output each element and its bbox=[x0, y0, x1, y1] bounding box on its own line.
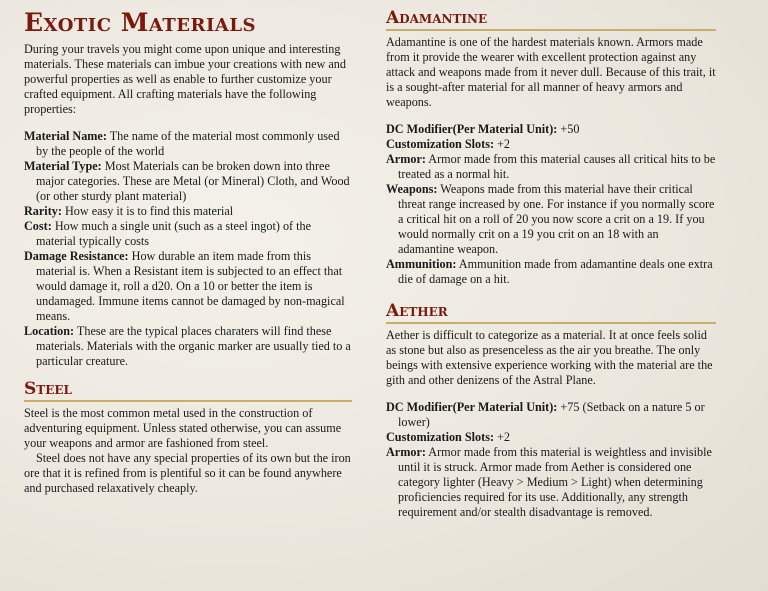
property-term: DC Modifier(Per Material Unit): bbox=[386, 122, 558, 136]
property-term: Armor: bbox=[386, 152, 426, 166]
property-item bbox=[386, 182, 716, 257]
section-title-aether: Aether bbox=[386, 301, 716, 324]
property-item bbox=[24, 204, 352, 219]
property-desc: How durable an item made from this material is. When a Resistant item is subjected to an effect that would damage it, roll a d20. On a 10 or better the item is undamaged. Immune items cannot be damaged by non-magical means. bbox=[36, 249, 345, 323]
property-desc: How easy it is to find this material bbox=[61, 204, 234, 218]
property-term: Rarity: bbox=[24, 204, 62, 218]
spacer bbox=[386, 110, 716, 122]
spacer bbox=[386, 287, 716, 301]
property-item bbox=[386, 445, 716, 520]
intro-paragraph: During your travels you might come upon unique and interesting materials. These materials can imbue your creations with new and powerful properties as well as enable to further customize your crafted equipment. All crafting materials have the following properties: bbox=[24, 42, 346, 116]
property-term: Material Name: bbox=[24, 129, 107, 143]
page-title: Exotic Materials bbox=[24, 8, 256, 37]
property-desc: +2 bbox=[494, 137, 511, 151]
property-desc: +75 (Setback on a nature 5 or lower) bbox=[398, 400, 705, 429]
property-desc: Ammunition made from adamantine deals one extra die of damage on a hit. bbox=[398, 257, 713, 286]
property-list bbox=[24, 129, 352, 369]
property-item bbox=[24, 324, 352, 369]
property-term: Damage Resistance: bbox=[24, 249, 129, 263]
property-desc: Armor made from this material causes all critical hits to be treated as a normal hit. bbox=[398, 152, 716, 181]
property-item bbox=[386, 137, 716, 152]
property-term: Cost: bbox=[24, 219, 52, 233]
property-desc: The name of the material most commonly used by the people of the world bbox=[36, 129, 340, 158]
spacer bbox=[24, 117, 352, 129]
property-term: Material Type: bbox=[24, 159, 102, 173]
property-term: Ammunition: bbox=[386, 257, 457, 271]
adamantine-intro: Adamantine is one of the hardest materials known. Armors made from it provide the wearer with excellent protection against any attack and weapons made from it never dull. Because of this trait, it is a sought-after material for all manner of heavy armors and weapons. bbox=[386, 35, 716, 109]
adamantine-properties bbox=[386, 122, 716, 287]
property-item bbox=[386, 257, 716, 287]
property-desc: +2 bbox=[494, 430, 511, 444]
property-term: DC Modifier(Per Material Unit): bbox=[386, 400, 558, 414]
aether-intro: Aether is difficult to categorize as a material. It at once feels solid as stone but also as presenceless as the air you breathe. The only beings with extensive experience working with the material are the gith and other denizens of the Astral Plane. bbox=[386, 328, 713, 387]
spacer bbox=[386, 388, 716, 400]
property-item bbox=[386, 122, 716, 137]
property-desc: Weapons made from this material have their critical threat range increased by one. For instance if you normally score a critical hit on a roll of 20 you now score a crit on a 19. If you would normally crit on a 19 you crit on an 18 with an adamantine weapon. bbox=[398, 182, 715, 256]
property-item bbox=[386, 152, 716, 182]
property-desc: These are the typical places charaters will find these materials. Materials with the organic marker are usually tied to a particular creature. bbox=[36, 324, 351, 368]
steel-paragraph-1: Steel is the most common metal used in the construction of adventuring equipment. Unless stated otherwise, you can assume your weapons and armor are fashioned from steel. bbox=[24, 406, 342, 450]
property-term: Customization Slots: bbox=[386, 430, 494, 444]
property-desc: How much a single unit (such as a steel ingot) of the material typically costs bbox=[36, 219, 312, 248]
property-desc: +50 bbox=[557, 122, 580, 136]
property-desc: Most Materials can be broken down into three major categories. These are Metal (or Mineral) Cloth, and Wood (or other sturdy plant material) bbox=[36, 159, 350, 203]
aether-properties bbox=[386, 400, 716, 520]
property-item bbox=[24, 159, 352, 204]
right-column bbox=[386, 0, 716, 520]
property-term: Location: bbox=[24, 324, 75, 338]
section-title-adamantine: Adamantine bbox=[386, 8, 716, 31]
property-term: Weapons: bbox=[386, 182, 438, 196]
property-item bbox=[24, 129, 352, 159]
property-item bbox=[386, 400, 716, 430]
spacer bbox=[24, 369, 352, 379]
property-item bbox=[386, 430, 716, 445]
left-column bbox=[24, 0, 352, 496]
section-title-steel: Steel bbox=[24, 379, 352, 402]
property-item bbox=[24, 219, 352, 249]
property-term: Customization Slots: bbox=[386, 137, 494, 151]
property-item bbox=[24, 249, 352, 324]
steel-paragraph-2: Steel does not have any special properties of its own but the iron ore that it is refined from is plentiful so it can be found anywhere and purchased relaxatively cheaply. bbox=[24, 451, 351, 495]
property-desc: Armor made from this material is weightless and invisible until it is struck. Armor made from Aether is considered one category lighter (Heavy > Medium > Light) when determining proficiencies required for its use. Additionally, any strength requirement and/or stealth disadvantage is removed. bbox=[398, 445, 712, 519]
property-term: Armor: bbox=[386, 445, 426, 459]
